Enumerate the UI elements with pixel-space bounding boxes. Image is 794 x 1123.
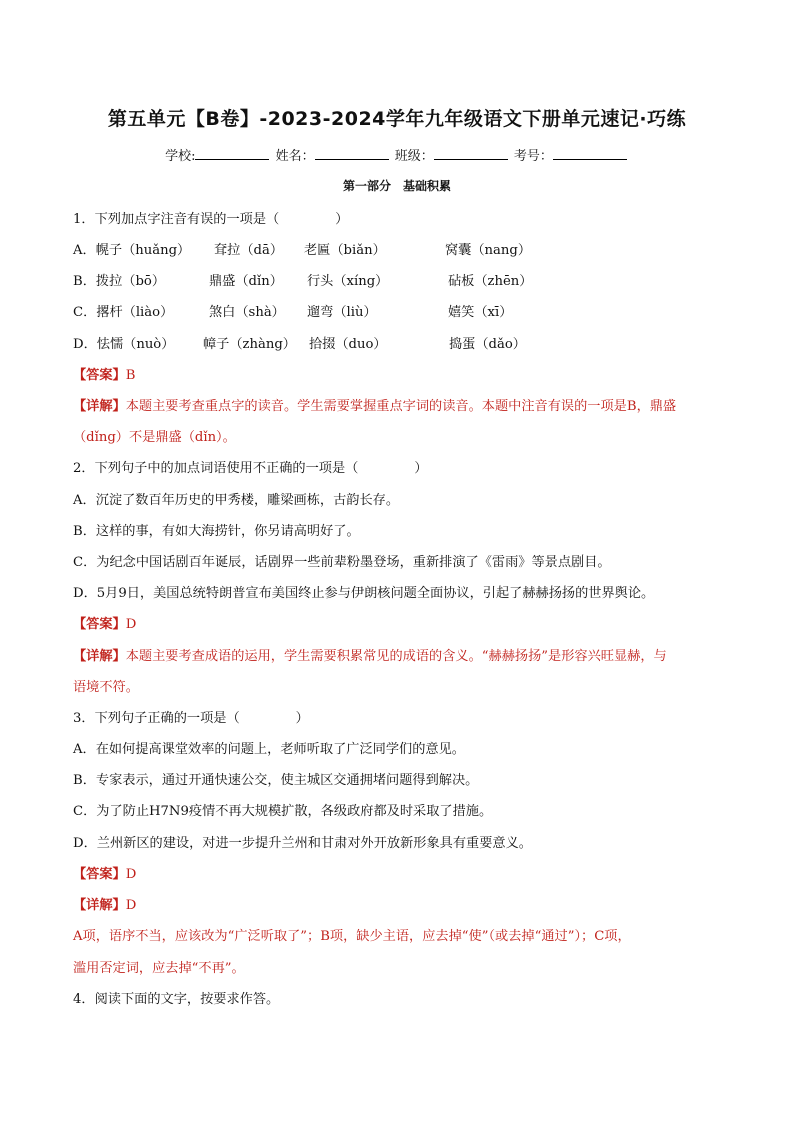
q3-option-a: A．在如何提高课堂效率的问题上，老师听取了广泛同学们的意见。 [73, 742, 465, 757]
q4-stem: 4．阅读下面的文字，按要求作答。 [73, 992, 280, 1007]
q2-option-a: A．沉淀了数百年历史的甲秀楼，雕梁画栋，古韵长存。 [73, 493, 400, 508]
q3-explain-line-1: A项，语序不当，应该改为“广泛听取了”；B项，缺少主语，应去掉“使”（或去掉“通过”）；C项， [73, 929, 631, 944]
q1-option-b: B．拨拉（bō） 鼎盛（dǐn） 行头（xíng） 砧板（zhēn） [73, 274, 533, 289]
q3-answer: 【答案】D [73, 867, 137, 882]
q3-explain-line-2: 滥用否定词，应去掉“不再”。 [73, 961, 245, 976]
student-info-line [0, 145, 794, 164]
q1-explain-line-2: （dǐng）不是鼎盛（dǐn）。 [73, 430, 236, 445]
name-blank[interactable] [315, 147, 389, 160]
q2-answer: 【答案】D [73, 617, 137, 632]
exam-no-blank[interactable] [553, 147, 627, 160]
q2-stem: 2．下列句子中的加点词语使用不正确的一项是（ ） [73, 461, 428, 476]
q1-option-a: A．幌子（huǎng） 耷拉（dā） 老匾（biǎn） 窝囊（nang） [73, 243, 532, 258]
q3-option-b: B．专家表示，通过开通快速公交，使主城区交通拥堵问题得到解决。 [73, 773, 479, 788]
class-label: 班级： [394, 149, 434, 164]
q3-option-c: C．为了防止H7N9疫情不再大规模扩散，各级政府都及时采取了措施。 [73, 804, 493, 819]
q2-explain-line-1: 【详解】本题主要考查成语的运用，学生需要积累常见的成语的含义。“赫赫扬扬”是形容兴旺显赫，与 [73, 649, 667, 664]
school-blank[interactable] [195, 147, 269, 160]
section-heading: 第一部分 基础积累 [342, 179, 451, 193]
q1-stem: 1．下列加点字注音有误的一项是（ ） [73, 212, 349, 227]
q3-option-d: D．兰州新区的建设，对进一步提升兰州和甘肃对外开放新形象具有重要意义。 [73, 836, 532, 851]
q1-option-d: D．怯懦（nuò） 幛子（zhàng） 拾掇（duo） 捣蛋（dǎo） [73, 337, 526, 352]
q3-explain-head: 【详解】D [73, 898, 137, 913]
q2-explain-line-2: 语境不符。 [73, 680, 139, 695]
q2-option-c: C．为纪念中国话剧百年诞辰，话剧界一些前辈粉墨登场，重新排演了《雷雨》等景点剧目。 [73, 555, 611, 570]
exam-no-label: 考号： [513, 149, 553, 164]
q1-option-c: C．撂杆（liào） 煞白（shà） 遛弯（liù） 嬉笑（xī） [73, 305, 513, 320]
q1-explain-line-1: 【详解】本题主要考查重点字的读音。学生需要掌握重点字词的读音。本题中注音有误的一项是B，鼎盛 [73, 399, 677, 414]
page-title: 第五单元【B卷】-2023-2024学年九年级语文下册单元速记·巧练 [107, 108, 687, 130]
q2-option-d: D．5月9日，美国总统特朗普宣布美国终止参与伊朗核问题全面协议，引起了赫赫扬扬的世界舆论。 [73, 586, 655, 601]
q2-option-b: B．这样的事，有如大海捞针，你另请高明好了。 [73, 524, 360, 539]
q1-answer: 【答案】B [73, 368, 136, 383]
school-label: 学校: [165, 149, 196, 164]
class-blank[interactable] [434, 147, 508, 160]
q3-stem: 3．下列句子正确的一项是（ ） [73, 711, 309, 726]
name-label: 姓名： [275, 149, 315, 164]
